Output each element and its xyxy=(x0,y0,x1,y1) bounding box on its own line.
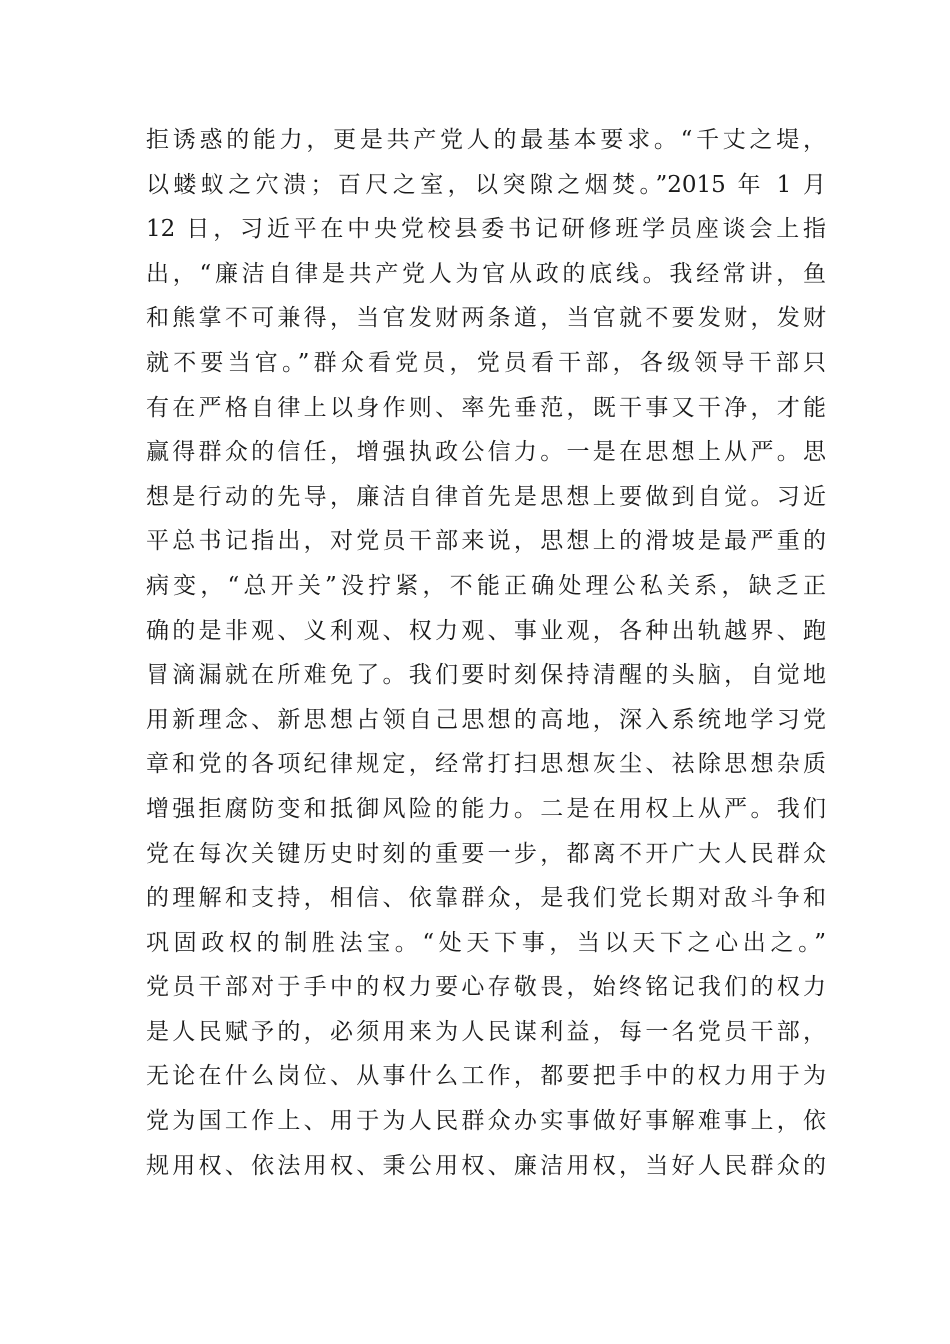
text-line: 无论在什么岗位、从事什么工作，都要把手中的权力用于为 xyxy=(146,1063,826,1090)
body-text xyxy=(146,118,826,1188)
text-line: 党在每次关键历史时刻的重要一步，都离不开广大人民群众 xyxy=(146,840,826,867)
text-line: 以蝼蚁之穴溃；百尺之室，以突隙之烟焚。”2015 年 1 月 xyxy=(146,171,826,198)
text-line: 冒滴漏就在所难免了。我们要时刻保持清醒的头脑，自觉地 xyxy=(146,662,826,689)
text-line: 的理解和支持，相信、依靠群众，是我们党长期对敌斗争和 xyxy=(146,885,826,912)
text-line: 和熊掌不可兼得，当官发财两条道，当官就不要发财，发财 xyxy=(146,305,826,332)
text-line: 赢得群众的信任，增强执政公信力。一是在思想上从严。思 xyxy=(146,439,826,466)
text-line: 规用权、依法用权、秉公用权、廉洁用权，当好人民群众的 xyxy=(146,1152,826,1179)
text-line: 平总书记指出，对党员干部来说，思想上的滑坡是最严重的 xyxy=(146,528,826,555)
text-line: 有在严格自律上以身作则、率先垂范，既干事又干净，才能 xyxy=(146,394,826,421)
text-line: 就不要当官。”群众看党员，党员看干部，各级领导干部只 xyxy=(146,349,826,376)
text-line: 12 日，习近平在中央党校县委书记研修班学员座谈会上指 xyxy=(146,216,826,243)
text-line: 巩固政权的制胜法宝。“处天下事，当以天下之心出之。” xyxy=(146,929,826,956)
text-line: 章和党的各项纪律规定，经常打扫思想灰尘、祛除思想杂质 xyxy=(146,751,826,778)
text-line: 想是行动的先导，廉洁自律首先是思想上要做到自觉。习近 xyxy=(146,483,826,510)
text-line: 用新理念、新思想占领自己思想的高地，深入系统地学习党 xyxy=(146,706,826,733)
text-line: 确的是非观、义利观、权力观、事业观，各种出轨越界、跑 xyxy=(146,617,826,644)
text-line: 出，“廉洁自律是共产党人为官从政的底线。我经常讲，鱼 xyxy=(146,260,826,287)
text-line: 党为国工作上、用于为人民群众办实事做好事解难事上，依 xyxy=(146,1108,826,1135)
text-line: 党员干部对于手中的权力要心存敬畏，始终铭记我们的权力 xyxy=(146,974,826,1001)
text-line: 是人民赋予的，必须用来为人民谋利益，每一名党员干部， xyxy=(146,1018,826,1045)
text-line: 增强拒腐防变和抵御风险的能力。二是在用权上从严。我们 xyxy=(146,795,826,822)
text-line: 拒诱惑的能力，更是共产党人的最基本要求。“千丈之堤， xyxy=(146,127,826,153)
text-line: 病变，“总开关”没拧紧，不能正确处理公私关系，缺乏正 xyxy=(146,572,826,599)
